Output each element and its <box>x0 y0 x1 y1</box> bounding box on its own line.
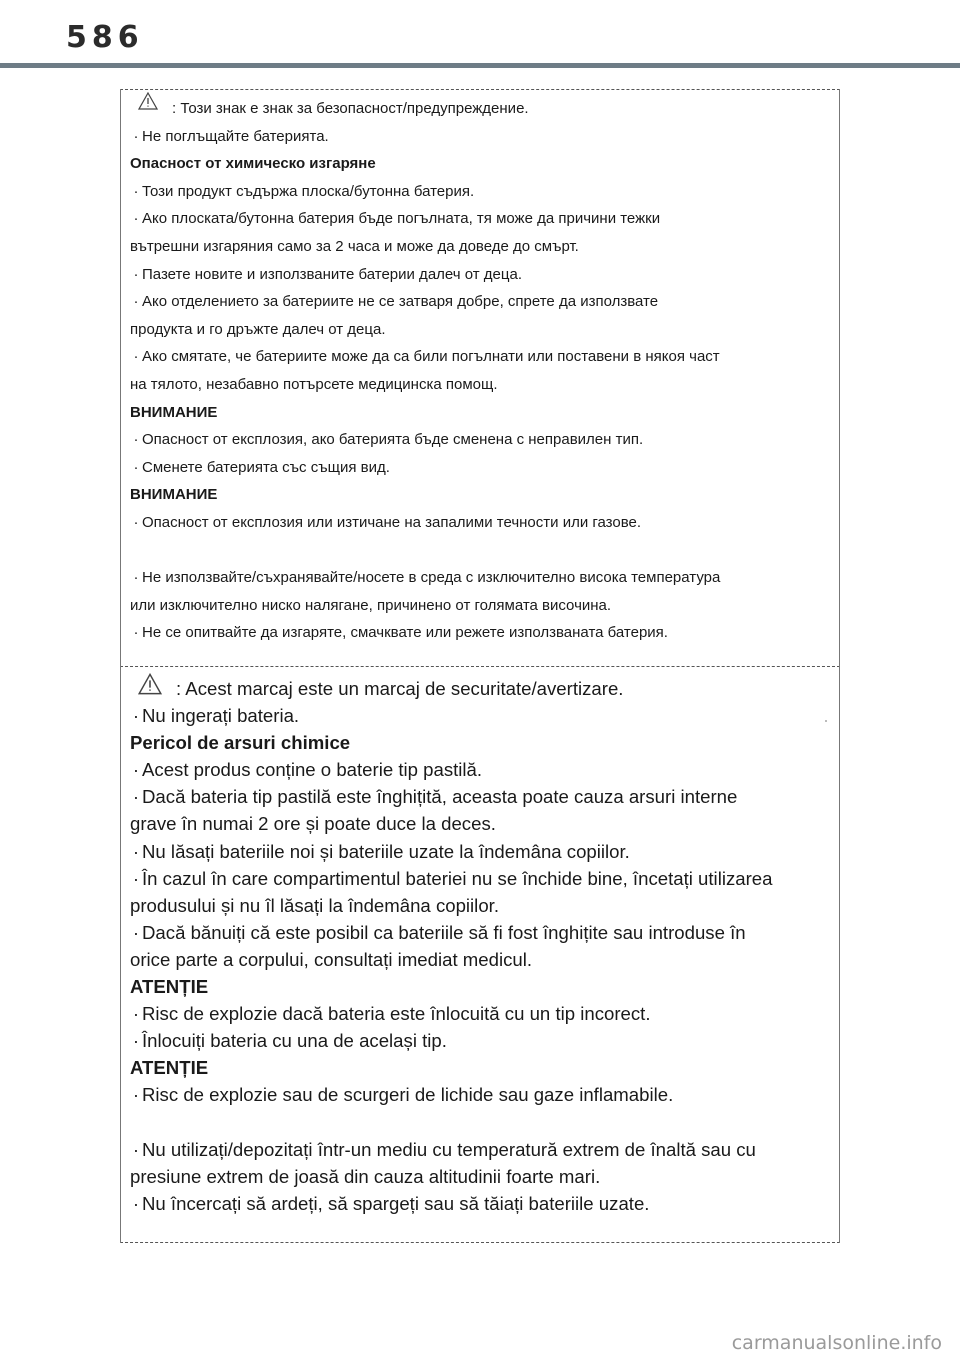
warning-symbol-line <box>130 95 830 123</box>
line-text: Сменете батерията със същия вид. <box>142 458 390 476</box>
line-text: на тялото, незабавно потърсете медицинска помощ. <box>130 375 498 393</box>
line-text: Ако отделението за батериите не се затваря добре, спрете да използвате <box>142 293 659 311</box>
warning-triangle-icon <box>138 673 162 702</box>
bullet-marker: · <box>133 265 139 283</box>
line-text: ATENȚIE <box>130 1057 209 1079</box>
bullet-marker: · <box>132 921 140 943</box>
bullet-marker: · <box>132 1003 140 1025</box>
line-text: Не използвайте/съхранявайте/носете в среда с изключително висока температура <box>142 569 721 587</box>
bullet-item <box>130 454 830 482</box>
bullet-item <box>130 205 830 233</box>
bullet-marker: · <box>132 1138 140 1160</box>
continuation-line <box>130 233 830 261</box>
line-text: или изключително ниско налягане, причинено от голямата височина. <box>130 596 612 614</box>
blank-line <box>130 537 830 565</box>
bullet-item <box>130 1027 830 1054</box>
battery-safety-notice <box>120 89 840 1243</box>
bullet-item <box>130 1081 830 1108</box>
line-text: Не поглъщайте батерията. <box>142 127 329 145</box>
line-text: Ако плоската/бутонна батерия бъде погълната, тя може да причини тежки <box>142 210 661 228</box>
section-divider <box>120 666 840 667</box>
line-text: Nu lăsați bateriile noi și bateriile uzate la îndemâna copiilor. <box>142 840 630 862</box>
bullet-item <box>130 756 830 783</box>
line-text: : Acest marcaj este un marcaj de securitate/avertizare. <box>176 678 624 699</box>
bullet-marker: · <box>132 1192 140 1214</box>
bullet-marker: · <box>133 210 139 228</box>
watermark: carmanualsonline.info <box>731 1332 942 1354</box>
continuation-line <box>130 316 830 344</box>
bullet-item <box>130 919 830 946</box>
line-text: Опасност от експлозия или изтичане на запалими течности или газове. <box>142 513 642 531</box>
line-text: orice parte a corpului, consultați imediat medicul. <box>130 948 533 970</box>
bullet-marker: · <box>132 705 140 727</box>
line-text: Ако смятате, че батериите може да са били погълнати или поставени в някоя част <box>142 348 720 366</box>
bullet-marker: · <box>133 127 139 145</box>
continuation-line <box>130 371 830 399</box>
bullet-marker: · <box>133 569 139 587</box>
bulgarian-section <box>130 95 830 647</box>
bullet-marker: · <box>132 786 140 808</box>
line-text: Nu ingerați bateria. <box>142 705 300 727</box>
bullet-marker: · <box>132 1030 140 1052</box>
bullet-item <box>130 564 830 592</box>
romanian-section <box>130 675 830 1217</box>
bullet-item <box>130 509 830 537</box>
left-border <box>120 89 121 1243</box>
line-text: grave în numai 2 ore și poate duce la deces. <box>130 813 496 835</box>
line-text: ВНИМАНИЕ <box>130 486 218 504</box>
bottom-dashed-border <box>120 1242 840 1243</box>
line-text: Pericol de arsuri chimice <box>130 732 351 754</box>
section-heading <box>130 729 830 756</box>
bullet-marker: · <box>132 1084 140 1106</box>
bullet-marker: · <box>133 182 139 200</box>
line-text: ATENȚIE <box>130 976 209 998</box>
header-rule <box>0 63 960 68</box>
warning-triangle-icon <box>138 92 158 120</box>
line-text: În cazul în care compartimentul bateriei nu se închide bine, încetați utilizarea <box>142 867 773 889</box>
continuation-line <box>130 1163 830 1190</box>
bullet-item <box>130 838 830 865</box>
bullet-item <box>130 1136 830 1163</box>
line-text: Nu utilizați/depozitați într-un mediu cu temperatură extrem de înaltă sau cu <box>142 1138 756 1160</box>
top-dashed-border <box>120 89 840 90</box>
line-text: вътрешни изгаряния само за 2 часа и може да доведе до смърт. <box>130 237 579 255</box>
line-text: Nu încercați să ardeți, să spargeți sau să tăiați bateriile uzate. <box>142 1192 650 1214</box>
section-heading <box>130 1054 830 1081</box>
bullet-marker: · <box>133 624 139 642</box>
line-text: Dacă bănuiți că este posibil ca bateriile să fi fost înghițite sau introduse în <box>142 921 746 943</box>
line-text: Пазете новите и използваните батерии далеч от деца. <box>142 265 522 283</box>
line-text: Този продукт съдържа плоска/бутонна батерия. <box>142 182 475 200</box>
line-text: Risc de explozie dacă bateria este înlocuită cu un tip incorect. <box>142 1003 651 1025</box>
page-number: 586 <box>66 20 144 55</box>
line-text: продукта и го дръжте далеч от деца. <box>130 320 386 338</box>
bullet-marker: · <box>133 431 139 449</box>
continuation-line <box>130 810 830 837</box>
right-border <box>839 89 840 1243</box>
bullet-item <box>130 783 830 810</box>
bullet-item <box>130 343 830 371</box>
bullet-item <box>130 288 830 316</box>
warning-symbol-line <box>130 675 830 702</box>
scan-speck <box>825 720 827 722</box>
bullet-item <box>130 426 830 454</box>
line-text: presiune extrem de joasă din cauza altitudinii foarte mari. <box>130 1165 601 1187</box>
bullet-marker: · <box>133 293 139 311</box>
line-text: Înlocuiți bateria cu una de același tip. <box>142 1030 447 1052</box>
bullet-item <box>130 865 830 892</box>
bullet-marker: · <box>132 867 140 889</box>
section-heading <box>130 481 830 509</box>
line-text: Risc de explozie sau de scurgeri de lichide sau gaze inflamabile. <box>142 1084 674 1106</box>
bullet-item <box>130 619 830 647</box>
bullet-item <box>130 702 830 729</box>
bullet-marker: · <box>133 348 139 366</box>
bullet-item <box>130 261 830 289</box>
bullet-item <box>130 123 830 151</box>
bullet-marker: · <box>132 840 140 862</box>
continuation-line <box>130 592 830 620</box>
section-heading <box>130 973 830 1000</box>
line-text: : Този знак е знак за безопасност/предупреждение. <box>172 100 529 117</box>
bullet-marker: · <box>133 458 139 476</box>
continuation-line <box>130 892 830 919</box>
blank-line <box>130 1109 830 1136</box>
bullet-item <box>130 1190 830 1217</box>
continuation-line <box>130 946 830 973</box>
line-text: Опасност от експлозия, ако батерията бъде сменена с неправилен тип. <box>142 431 644 449</box>
bullet-marker: · <box>133 513 139 531</box>
line-text: Опасност от химическо изгаряне <box>130 155 376 173</box>
section-heading <box>130 399 830 427</box>
line-text: ВНИМАНИЕ <box>130 403 218 421</box>
bullet-item <box>130 1000 830 1027</box>
section-heading <box>130 150 830 178</box>
line-text: Dacă bateria tip pastilă este înghițită, aceasta poate cauza arsuri interne <box>142 786 738 808</box>
line-text: Не се опитвайте да изгаряте, смачквате или режете използваната батерия. <box>142 624 668 642</box>
line-text: produsului și nu îl lăsați la îndemâna copiilor. <box>130 894 499 916</box>
bullet-marker: · <box>132 759 140 781</box>
bullet-item <box>130 178 830 206</box>
line-text: Acest produs conține o baterie tip pastilă. <box>142 759 483 781</box>
